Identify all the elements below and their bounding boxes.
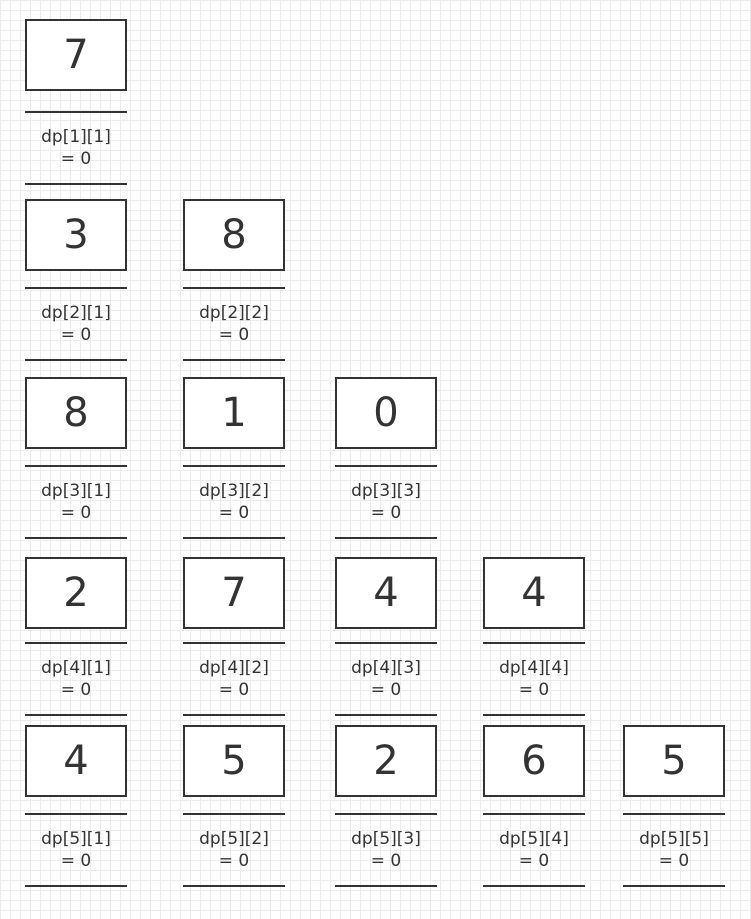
dp-entry	[25, 813, 127, 887]
dp-label: dp[5][5]	[639, 829, 709, 849]
dp-entry	[183, 465, 285, 539]
dp-result: = 0	[370, 680, 402, 700]
dp-result: = 0	[370, 503, 402, 523]
dp-result: = 0	[658, 851, 690, 871]
dp-result: = 0	[218, 325, 250, 345]
value-box: 7	[25, 19, 127, 91]
dp-label: dp[5][4]	[499, 829, 569, 849]
value-box: 4	[483, 557, 585, 629]
dp-entry	[183, 813, 285, 887]
dp-result: = 0	[218, 680, 250, 700]
dp-result: = 0	[60, 851, 92, 871]
dp-entry	[483, 642, 585, 716]
dp-label: dp[3][3]	[351, 481, 421, 501]
dp-result: = 0	[218, 851, 250, 871]
dp-label: dp[5][2]	[199, 829, 269, 849]
dp-label: dp[4][2]	[199, 658, 269, 678]
dp-entry	[183, 287, 285, 361]
value-box: 5	[623, 725, 725, 797]
value-box: 2	[25, 557, 127, 629]
dp-entry	[623, 813, 725, 887]
dp-label: dp[4][1]	[41, 658, 111, 678]
dp-entry	[25, 465, 127, 539]
dp-entry	[335, 642, 437, 716]
dp-entry	[335, 465, 437, 539]
value-box: 3	[25, 199, 127, 271]
dp-label: dp[3][1]	[41, 481, 111, 501]
dp-result: = 0	[60, 149, 92, 169]
dp-label: dp[5][1]	[41, 829, 111, 849]
dp-result: = 0	[60, 503, 92, 523]
dp-label: dp[4][4]	[499, 658, 569, 678]
value-box: 1	[183, 377, 285, 449]
dp-entry	[25, 111, 127, 185]
value-box: 6	[483, 725, 585, 797]
dp-entry	[183, 642, 285, 716]
value-box: 5	[183, 725, 285, 797]
dp-result: = 0	[518, 851, 550, 871]
dp-result: = 0	[60, 680, 92, 700]
dp-label: dp[2][1]	[41, 303, 111, 323]
value-box: 4	[25, 725, 127, 797]
dp-result: = 0	[518, 680, 550, 700]
dp-result: = 0	[370, 851, 402, 871]
dp-entry	[25, 287, 127, 361]
dp-entry	[335, 813, 437, 887]
value-box: 2	[335, 725, 437, 797]
dp-label: dp[4][3]	[351, 658, 421, 678]
value-box: 0	[335, 377, 437, 449]
dp-entry	[483, 813, 585, 887]
dp-result: = 0	[218, 503, 250, 523]
dp-label: dp[5][3]	[351, 829, 421, 849]
value-box: 7	[183, 557, 285, 629]
dp-label: dp[1][1]	[41, 127, 111, 147]
dp-label: dp[2][2]	[199, 303, 269, 323]
value-box: 8	[183, 199, 285, 271]
dp-label: dp[3][2]	[199, 481, 269, 501]
value-box: 8	[25, 377, 127, 449]
value-box: 4	[335, 557, 437, 629]
dp-entry	[25, 642, 127, 716]
dp-result: = 0	[60, 325, 92, 345]
